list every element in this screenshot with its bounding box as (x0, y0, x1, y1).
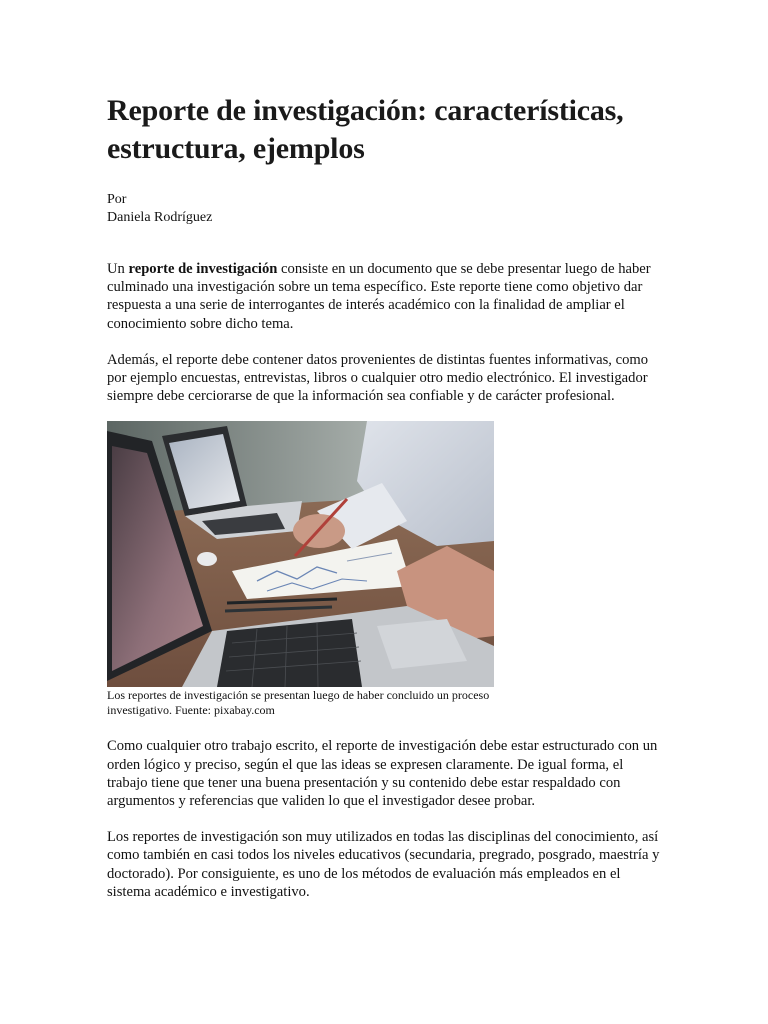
intro-rest: consiste en un documento que se debe presentar luego de haber culminado una investigación sobre un tema específico. Este reporte tiene como objetivo dar respuesta a una serie de interrogantes de interés académico con la finalidad de ampliar el conocimiento sobre dicho tema. (107, 261, 651, 332)
intro-lead: Un (107, 261, 129, 277)
byline (107, 191, 667, 227)
figure-caption: Los reportes de investigación se presentan luego de haber concluido un proceso investigativo. Fuente: pixabay.com (107, 688, 490, 717)
article-title: Reporte de investigación: características, estructura, ejemplos (107, 94, 624, 165)
author-name: Daniela Rodríguez (107, 210, 213, 225)
figure (107, 421, 494, 717)
paragraph-intro (107, 260, 667, 333)
byline-prefix: Por (107, 192, 127, 207)
intro-bold-term: reporte de investigación (128, 261, 278, 277)
article (107, 92, 667, 901)
paragraph-usage: Los reportes de investigación son muy utilizados en todas las disciplinas del conocimiento, así como también en casi todos los niveles educativos (secundaria, pregrado, posgrado, maestría y doctorado). Por consiguiente, es uno de los métodos de evaluación más empleados en el sistema académico e investigativo. (107, 829, 660, 900)
paragraph-structure: Como cualquier otro trabajo escrito, el reporte de investigación debe estar estructurado con un orden lógico y preciso, según el que las ideas se expresen claramente. De igual forma, el trabajo tiene que tener una buena presentación y su contenido debe estar respaldado con argumentos y referencias que validen lo que el investigador desee probar. (107, 738, 658, 810)
laptops-photo (107, 421, 494, 687)
paragraph-sources: Además, el reporte debe contener datos provenientes de distintas fuentes informativas, como por ejemplo encuestas, entrevistas, libros o cualquier otro medio electrónico. El investigador siempre debe cerciorarse de que la información sea confiable y de carácter profesional. (107, 351, 649, 405)
